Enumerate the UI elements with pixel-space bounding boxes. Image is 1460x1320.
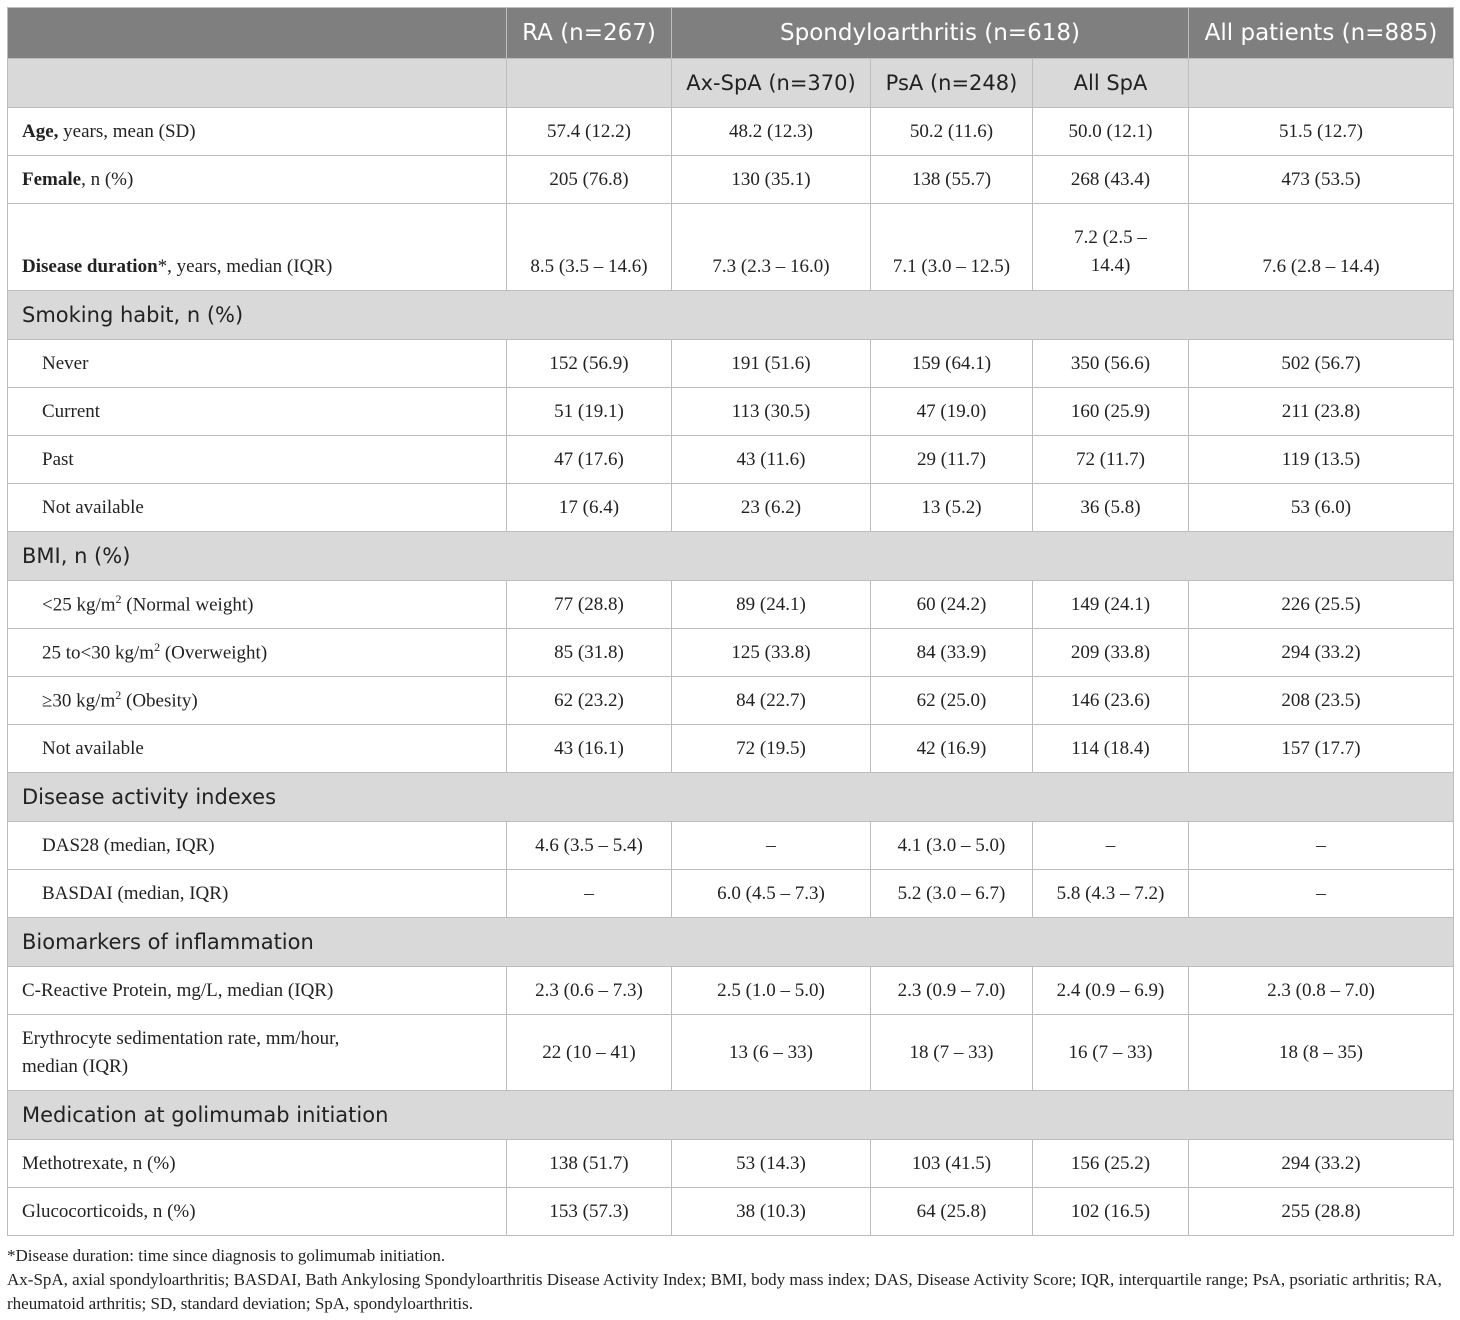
cell-all-patients: 7.6 (2.8 – 14.4) <box>1189 204 1454 291</box>
table-row <box>8 388 1454 436</box>
cell-all-spa: 146 (23.6) <box>1033 677 1189 725</box>
section-title: Smoking habit, n (%) <box>8 291 1454 340</box>
row-label-superscript: 2 <box>154 640 161 655</box>
table-row <box>8 581 1454 629</box>
cell-ra: 152 (56.9) <box>507 340 672 388</box>
row-label-rest: , n (%) <box>81 168 134 190</box>
cell-all-patients: 294 (33.2) <box>1189 1140 1454 1188</box>
subheader-empty-cell <box>1189 59 1454 108</box>
cell-all-patients: 51.5 (12.7) <box>1189 108 1454 156</box>
table-row <box>8 436 1454 484</box>
cell-all-spa: 268 (43.4) <box>1033 156 1189 204</box>
cell-ra: 4.6 (3.5 – 5.4) <box>507 822 672 870</box>
table-row <box>8 677 1454 725</box>
row-label-text: <25 kg/m <box>42 594 116 616</box>
cell-all-spa: 209 (33.8) <box>1033 629 1189 677</box>
table-row <box>8 1140 1454 1188</box>
section-title: Disease activity indexes <box>8 773 1454 822</box>
cell-all-patients: – <box>1189 822 1454 870</box>
cell-ax-spa: 43 (11.6) <box>672 436 871 484</box>
cell-all-patients: 208 (23.5) <box>1189 677 1454 725</box>
cell-psa: 60 (24.2) <box>871 581 1033 629</box>
cell-all-spa: 5.8 (4.3 – 7.2) <box>1033 870 1189 918</box>
cell-all-patients: 157 (17.7) <box>1189 725 1454 773</box>
row-label <box>8 156 507 204</box>
cell-psa: 4.1 (3.0 – 5.0) <box>871 822 1033 870</box>
cell-ax-spa: – <box>672 822 871 870</box>
footnote-abbreviations: Ax-SpA, axial spondyloarthritis; BASDAI, Bath Ankylosing Spondyloarthritis Disease Activity Index; BMI, body mass index; DAS, Disease Activity Score; IQR, interquartile range; PsA, psoriatic arthritis; RA, rheumatoid arthritis; SD, standard deviation; SpA, spondyloarthritis. <box>7 1270 1442 1313</box>
cell-ax-spa: 89 (24.1) <box>672 581 871 629</box>
row-label: Glucocorticoids, n (%) <box>8 1188 507 1236</box>
row-label-text: 25 to<30 kg/m <box>42 642 155 664</box>
cell-ax-spa: 48.2 (12.3) <box>672 108 871 156</box>
subheader-psa: PsA (n=248) <box>871 59 1033 108</box>
row-label-bold: Disease duration <box>22 256 158 277</box>
section-header-smoking <box>8 291 1454 340</box>
cell-ax-spa: 72 (19.5) <box>672 725 871 773</box>
cell-all-patients: 502 (56.7) <box>1189 340 1454 388</box>
row-label <box>8 108 507 156</box>
subheader-ax-spa: Ax-SpA (n=370) <box>672 59 871 108</box>
cell-ax-spa: 7.3 (2.3 – 16.0) <box>672 204 871 291</box>
cell-psa: 7.1 (3.0 – 12.5) <box>871 204 1033 291</box>
section-title: BMI, n (%) <box>8 532 1454 581</box>
footnote-asterisk: *Disease duration: time since diagnosis to golimumab initiation. <box>7 1246 446 1265</box>
section-title: Biomarkers of inflammation <box>8 918 1454 967</box>
cell-all-spa: 7.2 (2.5 – 14.4) <box>1033 204 1189 291</box>
cell-psa: 84 (33.9) <box>871 629 1033 677</box>
cell-all-patients: 294 (33.2) <box>1189 629 1454 677</box>
cell-psa: 5.2 (3.0 – 6.7) <box>871 870 1033 918</box>
cell-all-spa: 16 (7 – 33) <box>1033 1015 1189 1091</box>
cell-ra: 47 (17.6) <box>507 436 672 484</box>
table-row <box>8 870 1454 918</box>
cell-psa: 42 (16.9) <box>871 725 1033 773</box>
cell-ax-spa: 38 (10.3) <box>672 1188 871 1236</box>
cell-all-patients: 226 (25.5) <box>1189 581 1454 629</box>
cell-psa: 29 (11.7) <box>871 436 1033 484</box>
row-label: BASDAI (median, IQR) <box>8 870 507 918</box>
table-row <box>8 822 1454 870</box>
cell-all-spa: 156 (25.2) <box>1033 1140 1189 1188</box>
sections-body <box>8 291 1454 1236</box>
cell-ax-spa: 113 (30.5) <box>672 388 871 436</box>
row-label <box>8 677 507 725</box>
row-label-bold: Age, <box>22 120 59 142</box>
cell-all-patients: 18 (8 – 35) <box>1189 1015 1454 1091</box>
cell-ra: 138 (51.7) <box>507 1140 672 1188</box>
cell-psa: 47 (19.0) <box>871 388 1033 436</box>
cell-all-spa: – <box>1033 822 1189 870</box>
table-container <box>7 7 1453 1316</box>
row-label-suffix: (Overweight) <box>160 642 268 664</box>
subheader-all-spa: All SpA <box>1033 59 1189 108</box>
table-footnotes <box>7 1244 1453 1316</box>
cell-all-spa: 160 (25.9) <box>1033 388 1189 436</box>
cell-ra: 57.4 (12.2) <box>507 108 672 156</box>
cell-ax-spa: 13 (6 – 33) <box>672 1015 871 1091</box>
row-label-suffix: (Obesity) <box>121 690 198 712</box>
row-label-rest: *, years, median (IQR) <box>157 256 333 277</box>
row-label <box>8 204 507 291</box>
cell-psa: 62 (25.0) <box>871 677 1033 725</box>
header-row-2 <box>8 59 1454 108</box>
cell-ax-spa: 53 (14.3) <box>672 1140 871 1188</box>
cell-ax-spa: 6.0 (4.5 – 7.3) <box>672 870 871 918</box>
row-label: Never <box>8 340 507 388</box>
cell-all-patients: 53 (6.0) <box>1189 484 1454 532</box>
cell-psa: 138 (55.7) <box>871 156 1033 204</box>
baseline-characteristics-table <box>7 7 1454 1236</box>
cell-ra: 8.5 (3.5 – 14.6) <box>507 204 672 291</box>
cell-ax-spa: 23 (6.2) <box>672 484 871 532</box>
cell-psa: 64 (25.8) <box>871 1188 1033 1236</box>
cell-ax-spa: 125 (33.8) <box>672 629 871 677</box>
cell-all-spa: 36 (5.8) <box>1033 484 1189 532</box>
cell-all-patients: 255 (28.8) <box>1189 1188 1454 1236</box>
cell-ra: 77 (28.8) <box>507 581 672 629</box>
cell-all-spa: 114 (18.4) <box>1033 725 1189 773</box>
cell-ra: – <box>507 870 672 918</box>
cell-all-spa: 102 (16.5) <box>1033 1188 1189 1236</box>
cell-psa: 18 (7 – 33) <box>871 1015 1033 1091</box>
table-row <box>8 629 1454 677</box>
cell-all-spa: 2.4 (0.9 – 6.9) <box>1033 967 1189 1015</box>
header-all-patients: All patients (n=885) <box>1189 8 1454 59</box>
row-label-text: Not available <box>42 737 144 759</box>
cell-all-patients: – <box>1189 870 1454 918</box>
table-row <box>8 967 1454 1015</box>
cell-ra: 153 (57.3) <box>507 1188 672 1236</box>
cell-all-spa: 350 (56.6) <box>1033 340 1189 388</box>
cell-all-spa: 149 (24.1) <box>1033 581 1189 629</box>
row-label-superscript: 2 <box>115 688 122 703</box>
cell-all-spa: 72 (11.7) <box>1033 436 1189 484</box>
table-row <box>8 340 1454 388</box>
header-spondyloarthritis: Spondyloarthritis (n=618) <box>672 8 1189 59</box>
row-label <box>8 725 507 773</box>
table-row <box>8 484 1454 532</box>
cell-ax-spa: 130 (35.1) <box>672 156 871 204</box>
row-label <box>8 581 507 629</box>
row-label-bold: Female <box>22 168 82 190</box>
cell-ax-spa: 2.5 (1.0 – 5.0) <box>672 967 871 1015</box>
cell-ax-spa: 191 (51.6) <box>672 340 871 388</box>
section-header-bmi <box>8 532 1454 581</box>
table-row-age <box>8 108 1454 156</box>
header-row-1 <box>8 8 1454 59</box>
section-title: Medication at golimumab initiation <box>8 1091 1454 1140</box>
section-header-activity <box>8 773 1454 822</box>
table-row <box>8 725 1454 773</box>
cell-psa: 159 (64.1) <box>871 340 1033 388</box>
cell-ra: 22 (10 – 41) <box>507 1015 672 1091</box>
row-label-text: ≥30 kg/m <box>42 690 116 712</box>
cell-all-patients: 2.3 (0.8 – 7.0) <box>1189 967 1454 1015</box>
row-label-suffix: (Normal weight) <box>121 594 254 616</box>
cell-all-spa: 50.0 (12.1) <box>1033 108 1189 156</box>
cell-ra: 62 (23.2) <box>507 677 672 725</box>
cell-all-patients: 119 (13.5) <box>1189 436 1454 484</box>
section-header-medication <box>8 1091 1454 1140</box>
cell-all-patients: 473 (53.5) <box>1189 156 1454 204</box>
cell-ra: 43 (16.1) <box>507 725 672 773</box>
row-label: DAS28 (median, IQR) <box>8 822 507 870</box>
cell-ra: 205 (76.8) <box>507 156 672 204</box>
cell-psa: 2.3 (0.9 – 7.0) <box>871 967 1033 1015</box>
row-label: Not available <box>8 484 507 532</box>
row-label: Methotrexate, n (%) <box>8 1140 507 1188</box>
row-label-superscript: 2 <box>115 592 122 607</box>
table-row-female <box>8 156 1454 204</box>
cell-ra: 85 (31.8) <box>507 629 672 677</box>
row-label: C-Reactive Protein, mg/L, median (IQR) <box>8 967 507 1015</box>
subheader-empty-cell <box>8 59 507 108</box>
row-label: Current <box>8 388 507 436</box>
header-ra: RA (n=267) <box>507 8 672 59</box>
section-header-biomarkers <box>8 918 1454 967</box>
cell-psa: 50.2 (11.6) <box>871 108 1033 156</box>
table-row <box>8 1188 1454 1236</box>
cell-psa: 103 (41.5) <box>871 1140 1033 1188</box>
row-label: Past <box>8 436 507 484</box>
table-row <box>8 1015 1454 1091</box>
cell-all-patients: 211 (23.8) <box>1189 388 1454 436</box>
cell-psa: 13 (5.2) <box>871 484 1033 532</box>
table-row-disease-duration <box>8 204 1454 291</box>
row-label-rest: years, mean (SD) <box>58 120 196 142</box>
subheader-empty-cell <box>507 59 672 108</box>
header-empty-cell <box>8 8 507 59</box>
cell-ra: 2.3 (0.6 – 7.3) <box>507 967 672 1015</box>
row-label <box>8 629 507 677</box>
row-label: Erythrocyte sedimentation rate, mm/hour, median (IQR) <box>8 1015 507 1091</box>
cell-ax-spa: 84 (22.7) <box>672 677 871 725</box>
cell-ra: 51 (19.1) <box>507 388 672 436</box>
cell-ra: 17 (6.4) <box>507 484 672 532</box>
